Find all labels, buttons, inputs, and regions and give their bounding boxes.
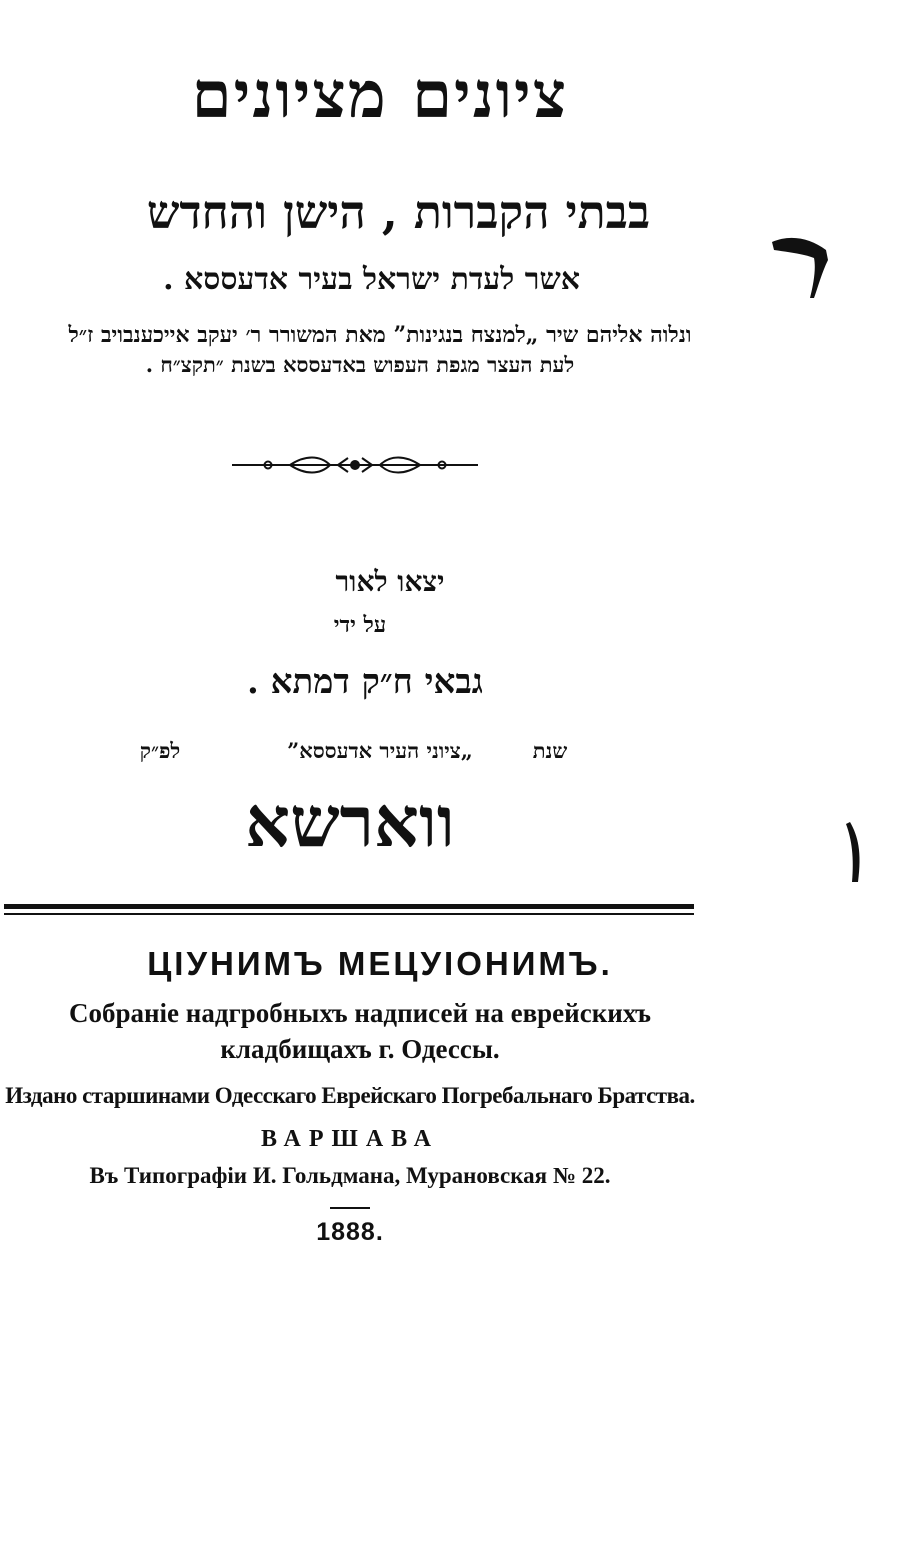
hebrew-year-suffix: לפ״ק bbox=[139, 738, 181, 763]
year-dash bbox=[330, 1207, 370, 1209]
hebrew-publisher-name: גבאי ח״ק דמתא . bbox=[246, 662, 483, 702]
russian-subtitle-line2: кладбищахъ г. Одессы. bbox=[220, 1034, 500, 1064]
hebrew-city: ווארשא bbox=[245, 780, 455, 863]
hebrew-title: ציונים מציונים bbox=[191, 58, 569, 133]
hebrew-published-line: יצאו לאור bbox=[335, 565, 445, 598]
hebrew-by-line: על ידי bbox=[333, 612, 387, 638]
hebrew-subtitle: בבתי הקברות , הישן והחדש bbox=[146, 185, 650, 239]
double-rule-thin bbox=[4, 913, 694, 915]
ink-blot-icon bbox=[770, 232, 830, 302]
double-rule-thick bbox=[4, 904, 694, 909]
russian-title: ЦIУНИМЪ МЕЦУIОНИМЪ. bbox=[147, 945, 613, 982]
margin-mark-icon bbox=[838, 818, 868, 888]
russian-year: 1888. bbox=[316, 1218, 384, 1246]
hebrew-poem-line: ונלוה אליהם שיר „למנצח בנגינות” מאת המשורר ר׳ יעקב אייכענבויב ז״ל bbox=[68, 322, 692, 348]
ornament-divider-icon bbox=[230, 452, 480, 478]
hebrew-epidemic-line: לעת העצר מגפת העפוש באדעססא בשנת ״תקצ״ח . bbox=[145, 352, 575, 377]
russian-publisher: Издано старшинами Одесскаго Еврейскаго Погребальнаго Братства. bbox=[5, 1083, 695, 1108]
hebrew-community-line: אשר לעדת ישראל בעיר אדעססא . bbox=[163, 262, 580, 297]
russian-printer: Въ Типографiи И. Гольдмана, Мурановская № 22. bbox=[89, 1163, 611, 1188]
russian-city: ВАРШАВА bbox=[260, 1126, 439, 1152]
russian-subtitle-line1: Собранiе надгробныхъ надписей на еврейскихъ bbox=[68, 998, 652, 1028]
hebrew-year-word: שנת bbox=[532, 738, 568, 763]
hebrew-year-phrase: „ציוני העיר אדעססא” bbox=[287, 738, 473, 763]
